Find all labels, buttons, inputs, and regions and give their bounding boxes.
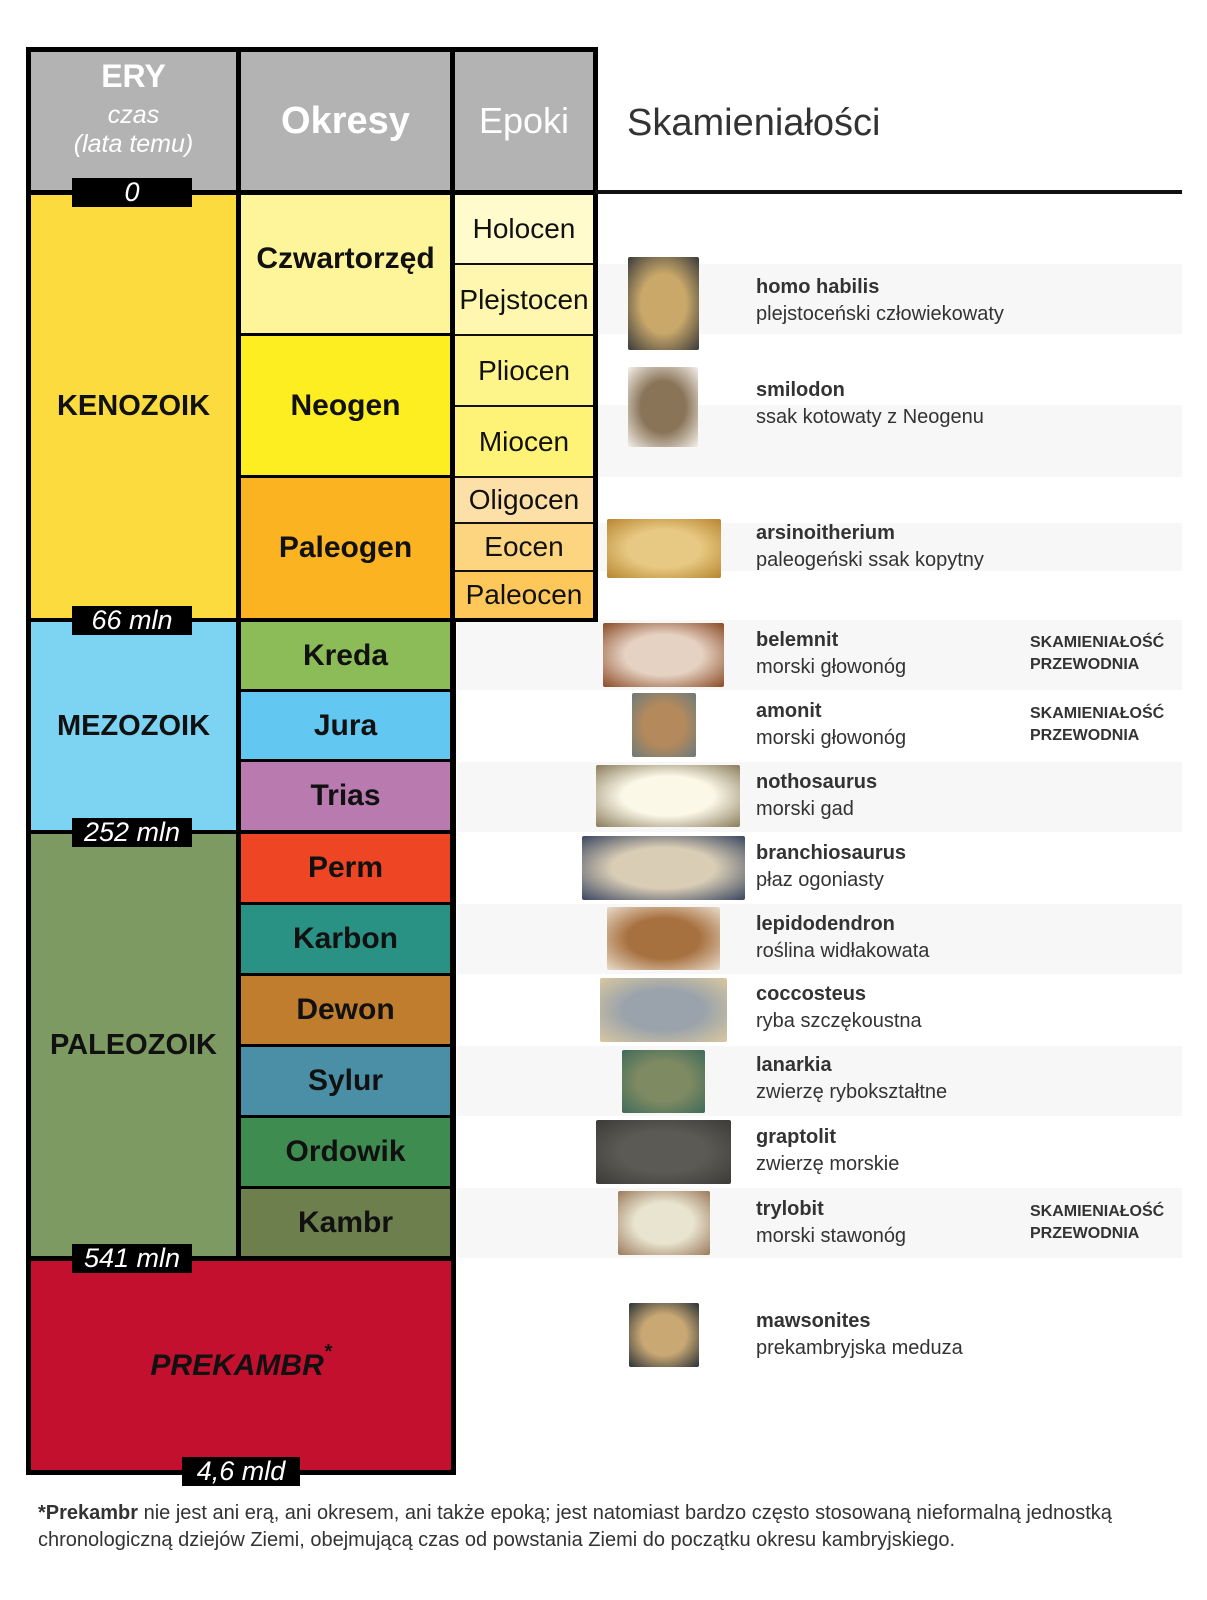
era-label: PALEOZOIK <box>49 1028 218 1061</box>
fossil-image-branchiosaurus <box>582 836 745 900</box>
period-perm <box>241 834 450 902</box>
badge-line: PRZEWODNIA <box>1030 727 1140 744</box>
footnote-text: nie jest ani erą, ani okresem, ani także epoką; jest natomiast bardzo często stosowaną nieformalną jednostką chronologiczną dziejów Ziemi, obejmującą czas od powstania Ziemi do początku okresu kambryjskiego. <box>38 1502 1112 1551</box>
eras-subtitle: (lata temu) <box>73 130 194 158</box>
period-sylur <box>241 1047 450 1115</box>
fossil-image-smilodon <box>628 367 698 447</box>
epoch-pliocen <box>455 336 593 407</box>
time-label: 252 mln <box>72 818 192 847</box>
fossil-description: roślina widłakowata <box>756 940 930 962</box>
epoch-label: Paleocen <box>465 579 583 610</box>
time-label: 66 mln <box>72 606 192 635</box>
period-label: Karbon <box>293 922 398 955</box>
epoch-label: Eocen <box>484 531 564 562</box>
fossil-name: lepidodendron <box>756 913 895 935</box>
period-label: Perm <box>307 851 384 884</box>
fossil-description: zwierzę morskie <box>756 1153 900 1175</box>
periods-header <box>241 52 450 190</box>
fossil-description: morski głowonóg <box>756 727 907 749</box>
fossil-description: płaz ogoniasty <box>756 869 884 891</box>
eras-header <box>31 52 236 190</box>
fossil-image-belemnit <box>603 623 724 687</box>
fossil-image-mawsonites <box>629 1303 699 1367</box>
epoch-label: Holocen <box>472 213 576 244</box>
period-jura <box>241 692 450 759</box>
period-kreda <box>241 622 450 689</box>
epochs-header <box>455 52 593 190</box>
index-fossil-badge <box>1030 703 1164 747</box>
badge-line: SKAMIENIAŁOŚĆ <box>1030 705 1165 722</box>
period-label: Czwartorzęd <box>256 242 435 275</box>
period-dewon <box>241 976 450 1044</box>
fossil-name: lanarkia <box>756 1054 832 1076</box>
fossil-description: zwierzę rybokształtne <box>756 1081 948 1103</box>
fossil-description: ssak kotowaty z Neogenu <box>756 406 984 428</box>
period-czwartorzed <box>241 195 450 333</box>
period-label: Trias <box>310 779 381 812</box>
fossil-description: paleogeński ssak kopytny <box>756 549 984 571</box>
period-label: Dewon <box>296 993 395 1026</box>
fossil-image-nothosaurus <box>596 765 740 827</box>
fossil-image-lanarkia <box>622 1050 705 1113</box>
era-prekambr <box>31 1261 451 1470</box>
badge-line: SKAMIENIAŁOŚĆ <box>1030 1203 1165 1220</box>
time-label: 541 mln <box>72 1244 192 1273</box>
epoch-miocen <box>455 407 593 478</box>
header-divider <box>595 190 1182 194</box>
eras-subtitle: czas <box>107 101 160 129</box>
era-kenozoik <box>31 195 236 618</box>
period-label: Jura <box>313 708 378 742</box>
fossil-name: mawsonites <box>756 1310 871 1332</box>
periods-title: Okresy <box>281 99 410 142</box>
period-kambr <box>241 1189 450 1256</box>
fossil-description: morski głowonóg <box>756 656 907 678</box>
epoch-label: Plejstocen <box>459 283 589 315</box>
badge-line: PRZEWODNIA <box>1030 1225 1140 1242</box>
badge-line: SKAMIENIAŁOŚĆ <box>1030 634 1165 651</box>
fossil-image-coccosteus <box>600 978 727 1042</box>
index-fossil-badge <box>1030 1201 1164 1245</box>
era-mezozoik <box>31 622 236 830</box>
fossil-description: morski gad <box>756 798 854 820</box>
period-label: Kreda <box>302 638 389 672</box>
period-label: Sylur <box>307 1064 384 1097</box>
epoch-eocen <box>455 524 593 572</box>
period-label: Ordowik <box>285 1135 406 1168</box>
eras-title: ERY <box>101 58 166 94</box>
fossil-name: branchiosaurus <box>756 842 907 864</box>
fossil-description: ryba szczękoustna <box>756 1010 922 1032</box>
period-paleogen <box>241 478 450 618</box>
fossil-description: prekambryjska meduza <box>756 1337 963 1359</box>
fossil-image-homo-habilis <box>628 257 699 350</box>
epoch-plejstocen <box>455 265 593 336</box>
period-label: Paleogen <box>278 531 413 564</box>
period-neogen <box>241 336 450 475</box>
footnote <box>38 1500 1188 1554</box>
fossil-name: arsinoitherium <box>756 522 895 544</box>
fossils-title: Skamieniałości <box>627 102 881 144</box>
fossil-name: coccosteus <box>756 983 867 1005</box>
epoch-holocen <box>455 195 593 265</box>
time-label: 0 <box>72 178 192 207</box>
fossil-name: belemnit <box>756 629 839 651</box>
period-label: Kambr <box>297 1205 394 1239</box>
fossil-name: trylobit <box>756 1198 824 1220</box>
period-label: Neogen <box>290 388 401 422</box>
epoch-label: Oligocen <box>468 484 580 515</box>
period-ordowik <box>241 1118 450 1186</box>
era-label: PREKAMBR <box>150 1348 324 1382</box>
epoch-paleocen <box>455 572 593 618</box>
fossil-name: homo habilis <box>756 276 880 298</box>
fossil-name: amonit <box>756 700 822 722</box>
fossil-image-graptolit <box>596 1120 731 1184</box>
era-paleozoik <box>31 834 236 1256</box>
footnote-term: *Prekambr <box>38 1502 139 1524</box>
fossil-image-lepidodendron <box>607 907 720 970</box>
fossil-name: graptolit <box>756 1126 836 1148</box>
index-fossil-badge <box>1030 632 1164 676</box>
fossil-description: plejstoceński człowiekowaty <box>756 303 1004 325</box>
era-label: KENOZOIK <box>56 390 211 422</box>
fossil-image-arsinoitherium <box>607 519 721 578</box>
time-label: 4,6 mld <box>182 1457 300 1486</box>
fossil-image-amonit <box>632 693 696 757</box>
epoch-label: Miocen <box>478 425 570 457</box>
epoch-label: Pliocen <box>478 354 570 386</box>
period-karbon <box>241 905 450 973</box>
epoch-oligocen <box>455 478 593 524</box>
footnote-marker: * <box>323 1341 332 1363</box>
fossil-image-trylobit <box>618 1191 710 1255</box>
epochs-title: Epoki <box>478 100 570 141</box>
fossil-name: smilodon <box>756 379 845 401</box>
fossil-description: morski stawonóg <box>756 1225 907 1247</box>
period-trias <box>241 762 450 830</box>
badge-line: PRZEWODNIA <box>1030 656 1140 673</box>
era-label: MEZOZOIK <box>56 709 211 742</box>
fossil-name: nothosaurus <box>756 771 878 793</box>
